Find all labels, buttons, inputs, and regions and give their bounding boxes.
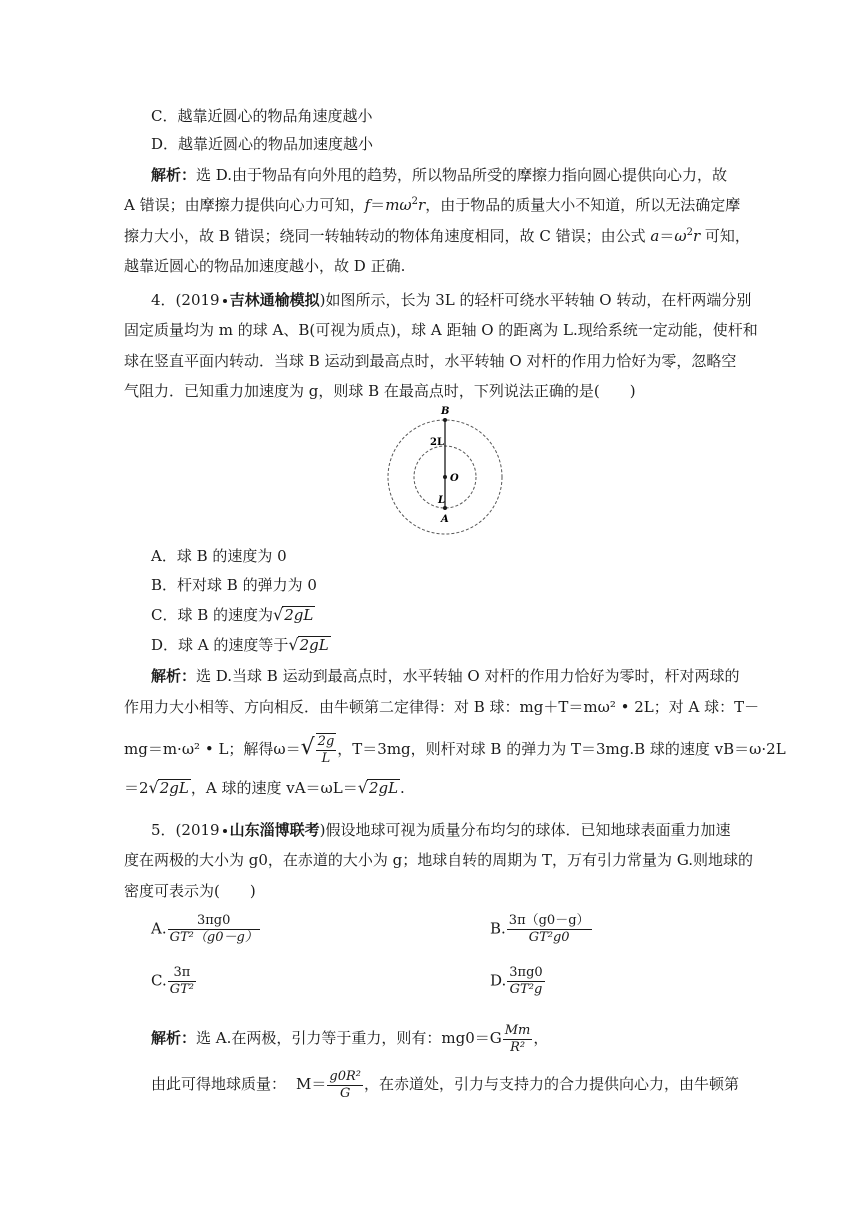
option-label: C.	[151, 971, 167, 990]
q5-number: 5．(2019	[151, 821, 220, 839]
source-dot	[223, 829, 227, 833]
q5-stem-text: )假设地球可视为质量分布均匀的球体．已知地球表面重力加速	[319, 821, 731, 839]
q3-analysis-line-2	[124, 195, 740, 215]
q5-analysis-line-2	[151, 1066, 739, 1102]
q3-analysis-text: A 错误；由摩擦力提供向心力可知，	[124, 196, 365, 214]
q4-option-a: A．球 B 的速度为 0	[151, 547, 287, 565]
q4-option-d-radicand: 2gL	[299, 636, 329, 654]
q4-option-c-text: C．球 B 的速度为	[151, 606, 274, 624]
radicand: 2gL	[368, 779, 399, 797]
q5-analysis-text: ，	[533, 1029, 549, 1047]
q4-stem-text: )如图所示，长为 3L 的轻杆可绕水平转轴 O 转动，在杆两端分别	[319, 291, 752, 309]
q3-analysis-text: 擦力大小，故 B 错误；绕同一转轴转动的物体角速度相同，故 C 错误；由公式	[124, 227, 646, 245]
q4-option-d-text: D．球 A 的速度等于	[151, 636, 289, 654]
label-b: B	[441, 406, 450, 417]
q3-analysis-text: 选 D.由于物品有向外甩的趋势，所以物品所受的摩擦力指向圆心提供向心力，故	[196, 166, 728, 184]
q3-analysis-text: ，由于物品的质量大小不知道，所以无法确定摩	[425, 196, 741, 214]
q3-analysis-line-3	[124, 226, 750, 246]
sqrt-sign: √	[148, 778, 159, 797]
q4-analysis-line-1	[151, 666, 739, 686]
q3-analysis-text: 可知，	[704, 227, 750, 245]
option-label: D.	[490, 971, 507, 990]
q3-option-c: C．越靠近圆心的物品角速度越小	[151, 107, 373, 125]
q4-analysis-text: .	[400, 779, 405, 797]
label-a: A	[441, 514, 449, 525]
sqrt-sign: √	[357, 778, 368, 797]
accel-formula: $a=\omega^2r$	[650, 227, 701, 245]
q4-analysis-text: ，T＝3mg，则杆对球 B 的弹力为 T＝3mg.B 球的速度 vB＝ω·2L	[337, 740, 786, 758]
option-b-fraction: $\frac{3\pi(g0-g)}{\text{GT²g0}}$	[508, 913, 590, 945]
q5-stem-line-3: 密度可表示为( )	[124, 882, 256, 900]
source-dot	[223, 299, 227, 303]
option-label: B.	[490, 919, 506, 938]
q4-option-b: B．杆对球 B 的弹力为 0	[151, 576, 317, 594]
q3-analysis-line-1	[151, 165, 727, 185]
option-a-fraction: $\frac{3\pi g0}{\text{GT²（g0－g）}}$	[169, 913, 258, 945]
q4-option-c	[151, 605, 315, 625]
q5-stem-line-1	[151, 820, 730, 840]
q4-option-d	[151, 635, 331, 655]
q4-analysis-line-3	[124, 730, 786, 767]
q5-analysis-line-1	[151, 1020, 548, 1056]
q4-stem-line-1	[151, 290, 751, 310]
analysis-label: 解析：	[151, 166, 197, 184]
q5-analysis-text: ，在赤道处，引力与支持力的合力提供向心力，由牛顿第	[363, 1075, 739, 1093]
ball-b	[443, 418, 447, 422]
q4-option-c-radicand: 2gL	[284, 606, 314, 624]
label-2l: 2L	[430, 437, 444, 448]
q4-stem-line-4: 气阻力．已知重力加速度为 g，则球 B 在最高点时，下列说法正确的是( )	[124, 382, 636, 400]
q4-analysis-text: ，A 球的速度 vA＝ωL＝	[190, 779, 358, 797]
q4-analysis-line-2: 作用力大小相等、方向相反．由牛顿第二定律得：对 B 球：mg＋T＝mω² • 2L；对 A 球：T－	[124, 698, 760, 716]
analysis-label: 解析：	[151, 1029, 197, 1047]
sqrt-sign: √	[300, 735, 315, 760]
q5-analysis-text: 选 A.在两极，引力等于重力，则有：mg0＝G	[196, 1029, 502, 1047]
q4-analysis-text: mg＝m·ω² • L；解得ω＝	[124, 740, 301, 758]
mass-fraction: $\frac{\text{g0R²}}{G}$	[329, 1068, 361, 1101]
q4-analysis-text: ＝2	[124, 779, 149, 797]
q4-analysis-line-4	[124, 778, 405, 798]
option-d-fraction: $\frac{3\pi g0}{\text{GT²g}}$	[509, 965, 543, 997]
option-c-fraction: $\frac{3\pi}{\text{GT²}}$	[169, 965, 194, 997]
q3-option-d: D．越靠近圆心的物品加速度越小	[151, 135, 374, 153]
q3-analysis-line-4: 越靠近圆心的物品加速度越小，故 D 正确.	[124, 257, 406, 275]
radicand: 2gL	[159, 779, 189, 797]
sqrt-sign: √	[288, 635, 299, 654]
axis-o	[443, 475, 447, 479]
q5-source: 山东淄博联考	[229, 821, 320, 839]
q5-option-c	[151, 965, 197, 998]
q5-option-d	[490, 965, 546, 998]
option-label: A.	[151, 919, 167, 938]
q5-option-b	[490, 913, 593, 946]
mass-formula: M＝	[296, 1075, 327, 1093]
q5-analysis-text: 由此可得地球质量：	[151, 1075, 287, 1093]
q5-option-a	[151, 913, 261, 946]
friction-formula: $f=m\omega^2r$	[364, 196, 426, 214]
omega-fraction: $\frac{2g}{L}$	[317, 734, 335, 766]
rod-rotation-figure	[385, 400, 510, 535]
q4-stem-line-3: 球在竖直平面内转动．当球 B 运动到最高点时，水平转轴 O 对杆的作用力恰好为零，忽略空	[124, 352, 737, 370]
q5-stem-line-2: 度在两极的大小为 g0，在赤道的大小为 g；地球自转的周期为 T，万有引力常量为 G.则地球的	[124, 851, 754, 869]
analysis-label: 解析：	[151, 667, 197, 685]
label-o: O	[450, 473, 459, 484]
gravity-fraction: $\frac{Mm}{\text{R²}}$	[504, 1022, 531, 1055]
q4-analysis-text: 选 D.当球 B 运动到最高点时，水平转轴 O 对杆的作用力恰好为零时，杆对两球的	[196, 667, 740, 685]
sqrt-sign: √	[273, 605, 284, 624]
q4-stem-line-2: 固定质量均为 m 的球 A、B(可视为质点)，球 A 距轴 O 的距离为 L.现给系统一定动能，使杆和	[124, 321, 758, 339]
ball-a	[443, 506, 447, 510]
q4-source: 吉林通榆模拟	[229, 291, 320, 309]
q4-number: 4．(2019	[151, 291, 220, 309]
label-l: L	[438, 495, 446, 506]
